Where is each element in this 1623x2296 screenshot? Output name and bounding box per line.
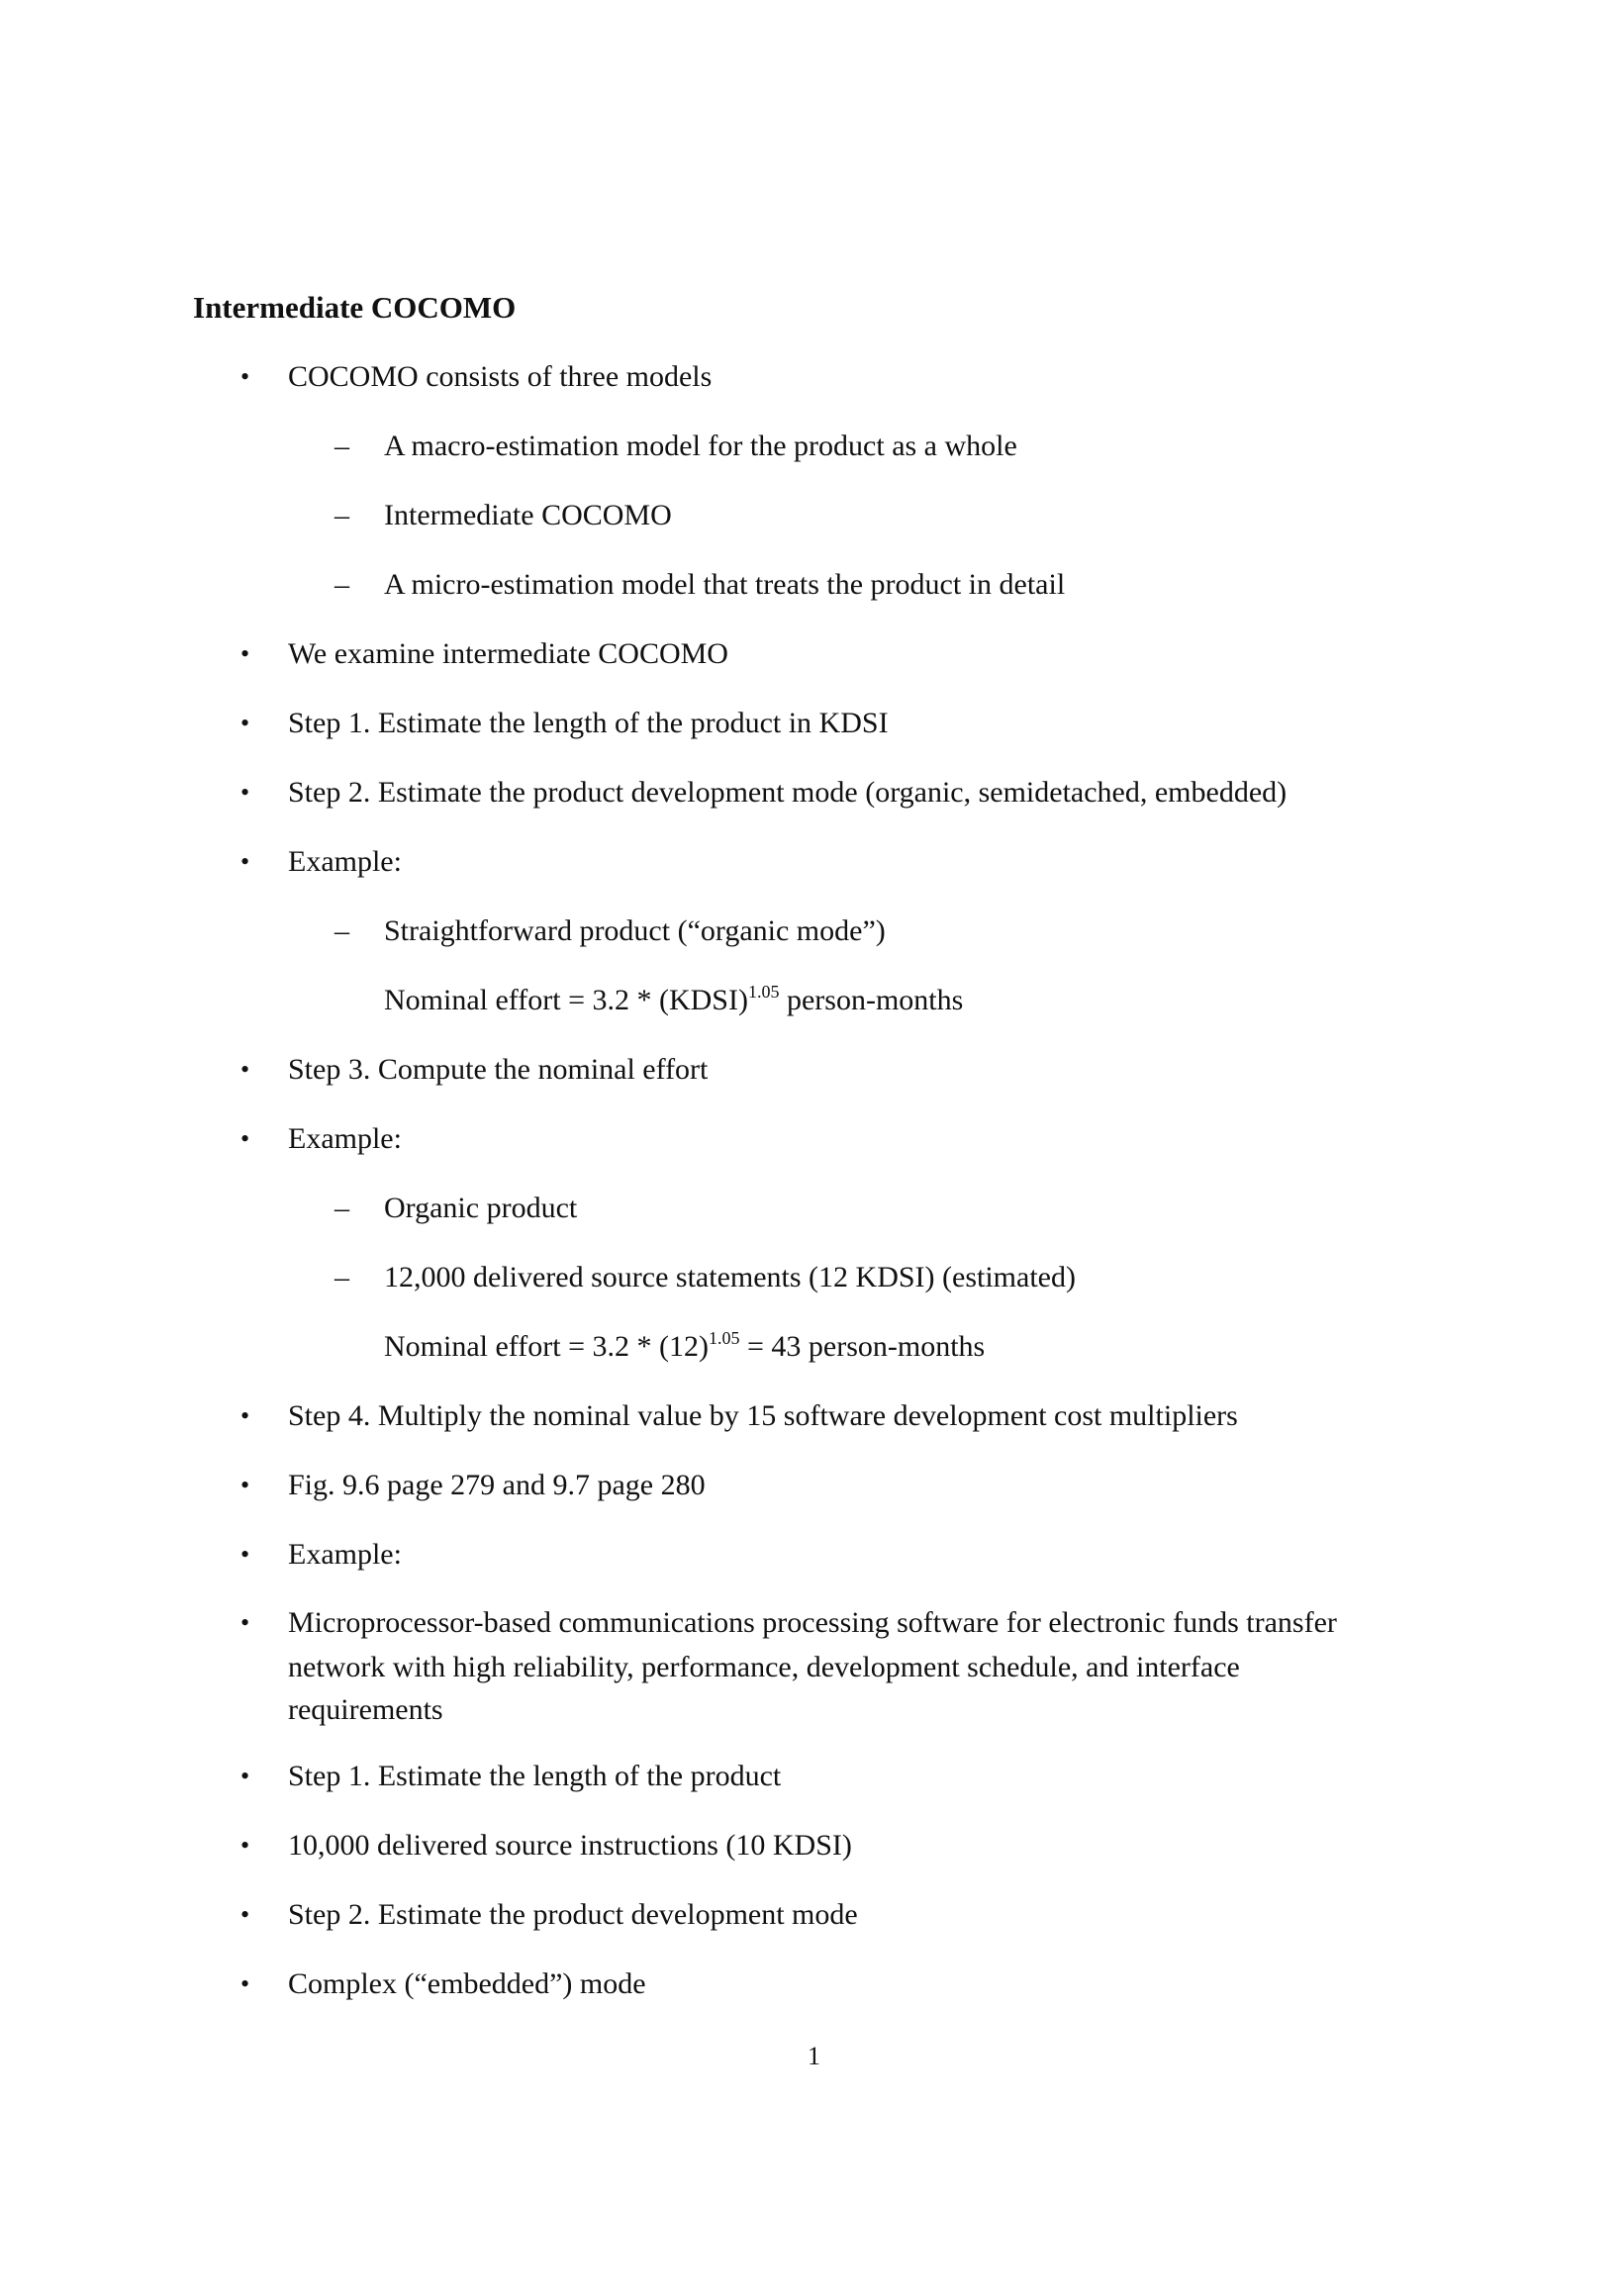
dash-marker: – — [334, 1261, 349, 1293]
sub-item-text: 12,000 delivered source statements (12 KDSI) (estimated) — [384, 1261, 1076, 1293]
bullet-marker: • — [240, 639, 250, 668]
bullet-marker: • — [240, 1471, 250, 1499]
sub-item-text: Straightforward product (“organic mode”) — [384, 914, 886, 947]
formula-result: = 43 person-months — [739, 1330, 986, 1363]
bullet-text: Step 2. Estimate the product development mode (organic, semidetached, embedded) — [288, 776, 1288, 809]
formula-exponent: 1.05 — [708, 1328, 740, 1348]
formula-base: Nominal effort = 3.2 * (12) — [384, 1330, 709, 1363]
bullet-text: Step 2. Estimate the product development mode — [288, 1898, 858, 1931]
dash-marker: – — [334, 1192, 349, 1224]
bullet-text-line-2: network with high reliability, performance, development schedule, and interface — [288, 1651, 1240, 1683]
bullet-text: Example: — [288, 845, 402, 878]
bullet-marker: • — [240, 778, 250, 807]
formula-line — [384, 983, 963, 1018]
bullet-marker: • — [240, 1401, 250, 1430]
dash-marker: – — [334, 568, 349, 601]
bullet-text: Step 1. Estimate the length of the product — [288, 1760, 782, 1792]
bullet-marker: • — [240, 709, 250, 737]
sub-item-text: A micro-estimation model that treats the product in detail — [384, 568, 1066, 601]
bullet-text: Example: — [288, 1122, 402, 1155]
bullet-text: Step 4. Multiply the nominal value by 15 software development cost multipliers — [288, 1399, 1238, 1432]
bullet-marker: • — [240, 1969, 250, 1998]
bullet-text: Complex (“embedded”) mode — [288, 1967, 646, 2000]
bullet-marker: • — [240, 1055, 250, 1084]
formula-exponent: 1.05 — [747, 982, 780, 1002]
bullet-marker: • — [240, 1900, 250, 1929]
sub-item-text: Intermediate COCOMO — [384, 499, 672, 531]
bullet-text: Fig. 9.6 page 279 and 9.7 page 280 — [288, 1469, 706, 1501]
page-number: 1 — [808, 2042, 820, 2070]
bullet-marker: • — [240, 1762, 250, 1790]
bullet-text: COCOMO consists of three models — [288, 360, 713, 393]
sub-item-text: Organic product — [384, 1192, 578, 1224]
bullet-text-line-1: Microprocessor-based communications processing software for electronic funds transfer — [288, 1606, 1337, 1639]
formula-line — [384, 1329, 985, 1365]
document-title: Intermediate COCOMO — [193, 290, 517, 325]
bullet-marker: • — [240, 1608, 250, 1637]
bullet-marker: • — [240, 1540, 250, 1569]
bullet-text: Step 1. Estimate the length of the product in KDSI — [288, 707, 889, 739]
bullet-text-line-3: requirements — [288, 1693, 443, 1726]
sub-item-text: A macro-estimation model for the product as a whole — [384, 430, 1017, 462]
bullet-text: 10,000 delivered source instructions (10 KDSI) — [288, 1829, 852, 1862]
formula-base: Nominal effort = 3.2 * (KDSI) — [384, 984, 748, 1016]
bullet-marker: • — [240, 1831, 250, 1860]
bullet-marker: • — [240, 1124, 250, 1153]
dash-marker: – — [334, 430, 349, 462]
bullet-text: Example: — [288, 1538, 402, 1571]
formula-unit: person-months — [779, 984, 964, 1016]
bullet-text: Step 3. Compute the nominal effort — [288, 1053, 709, 1086]
dash-marker: – — [334, 499, 349, 531]
bullet-text: We examine intermediate COCOMO — [288, 637, 728, 670]
bullet-marker: • — [240, 362, 250, 391]
dash-marker: – — [334, 914, 349, 947]
bullet-marker: • — [240, 847, 250, 876]
